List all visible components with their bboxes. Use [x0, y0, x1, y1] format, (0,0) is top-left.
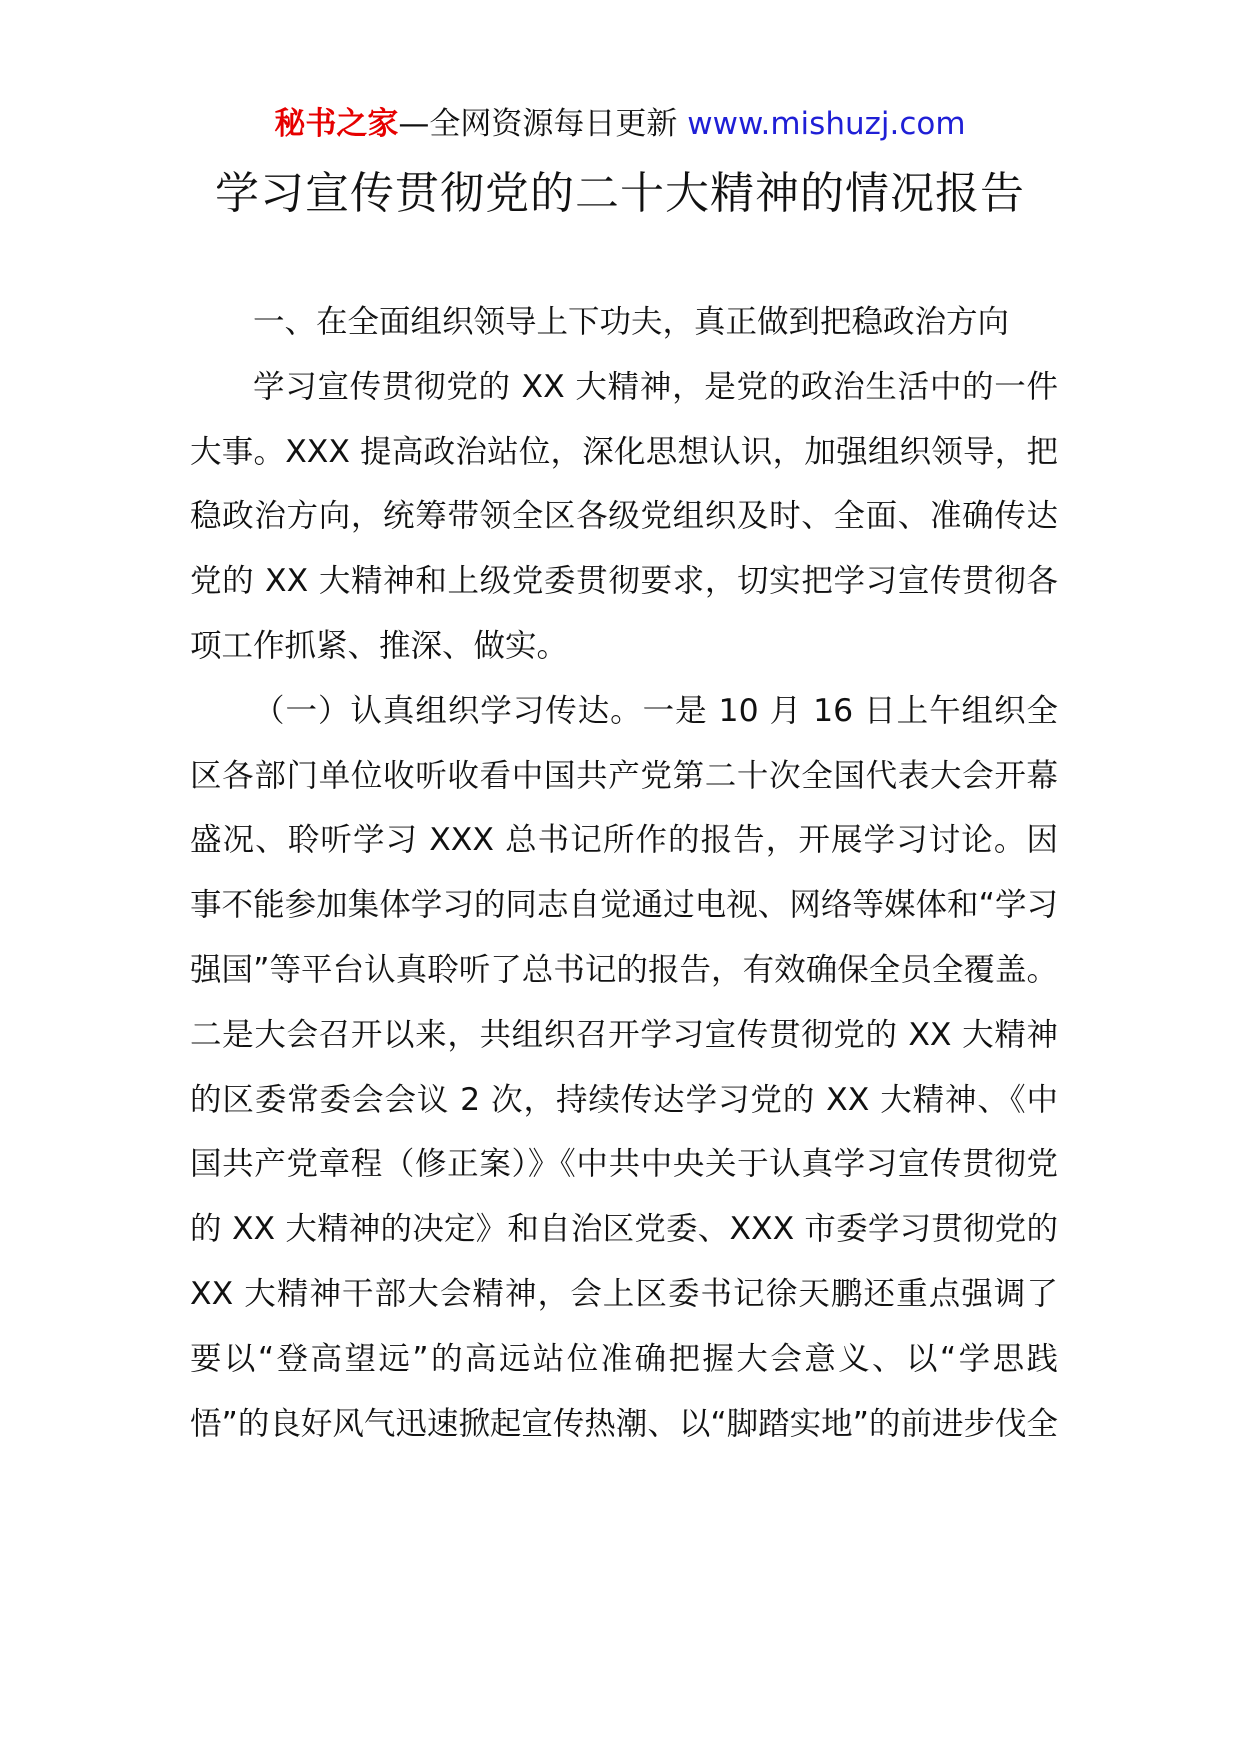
document-body [190, 290, 1058, 1456]
section-heading: 一、在全面组织领导上下功夫，真正做到把稳政治方向 [253, 304, 1010, 340]
site-name: 秘书之家 [274, 106, 399, 142]
site-url-link[interactable]: www.mishuzj.com [687, 106, 966, 142]
document-title: 学习宣传贯彻党的二十大精神的情况报告 [215, 168, 1025, 219]
site-tagline: —全网资源每日更新 [398, 106, 688, 142]
body-paragraph-intro: 学习宣传贯彻党的 XX 大精神，是党的政治生活中的一件大事。XXX 提高政治站位，深化思想认识，加强组织领导，把稳政治方向，统筹带领全区各级党组织及时、全面、准确传达党的 XX 大精神和上级党委贯彻要求，切实把学习宣传贯彻各项工作抓紧、推深、做实。 [190, 368, 1058, 664]
site-header [0, 104, 1240, 144]
body-paragraph-study: （一）认真组织学习传达。一是 10 月 16 日上午组织全区各部门单位收听收看中国共产党第二十次全国代表大会开幕盛况、聆听学习 XXX 总书记所作的报告，开展学习讨论。因事不能参加集体学习的同志自觉通过电视、网络等媒体和“学习强国”等平台认真聆听了总书记的报告，有效确保全员全覆盖。二是大会召开以来，共组织召开学习宣传贯彻党的 XX 大精神的区委常委会会议 2 次，持续传达学习党的 XX 大精神、《中国共产党章程（修正案）》《中共中央关于认真学习宣传贯彻党的 XX 大精神的决定》和自治区党委、XXX 市委学习贯彻党的 XX 大精神干部大会精神，会上区委书记徐天鹏还重点强调了要以“登高望远”的高远站位准确把握大会意义、以“学思践悟”的良好风气迅速掀起宣传热潮、以“脚踏实地”的前进步伐全 [190, 692, 1058, 1442]
